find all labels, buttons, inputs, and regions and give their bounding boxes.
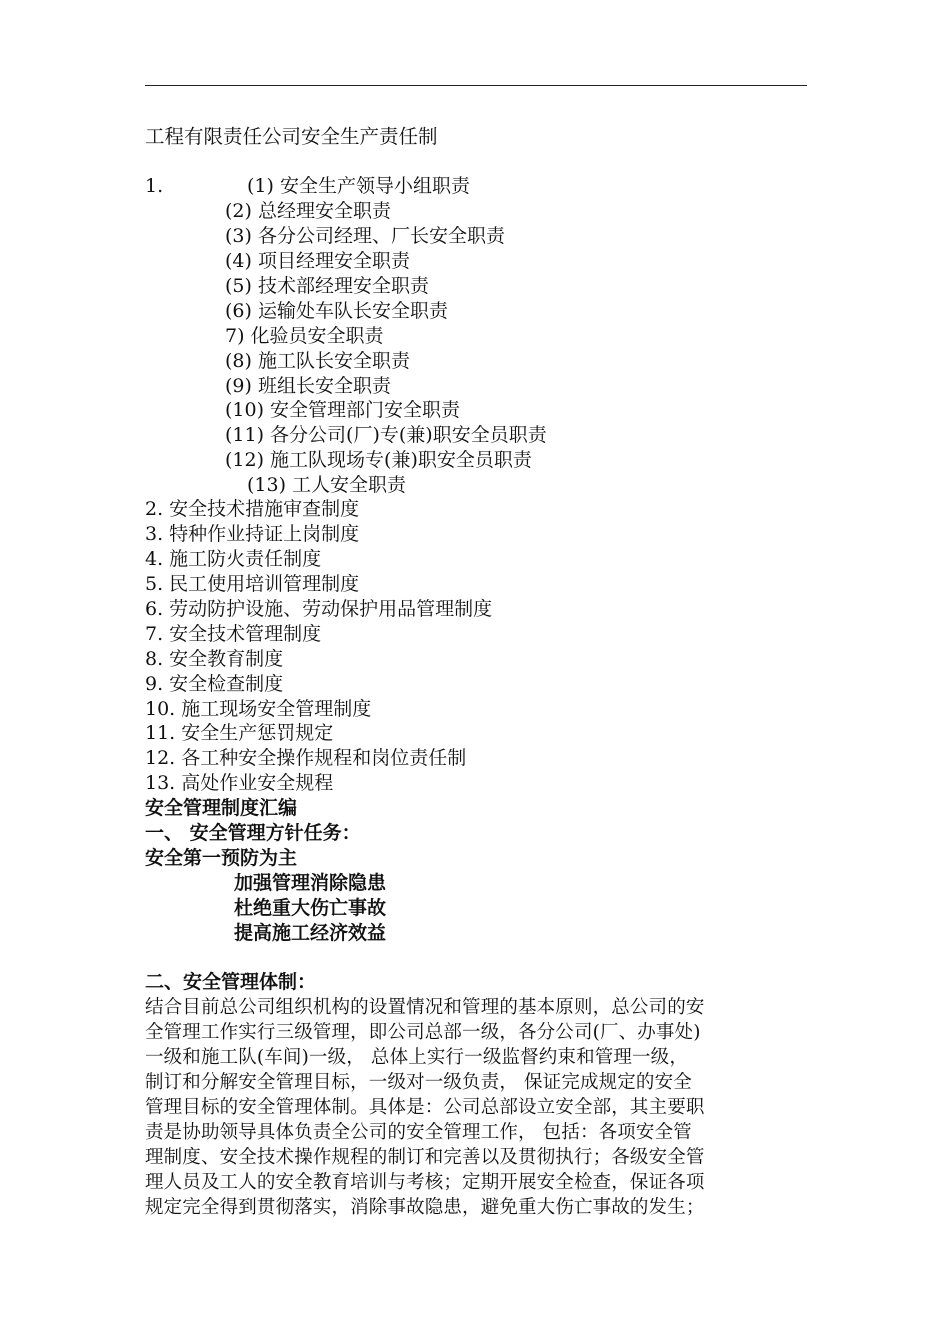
sub-item-10: (10) 安全管理部门安全职责 — [225, 399, 461, 421]
paragraph-line-3: 一级和施工队(车间)一级， 总体上实行一级监督约束和管理一级， — [145, 1047, 688, 1068]
list-item-4: 4. 施工防火责任制度 — [145, 548, 322, 570]
heading-1: 一、 安全管理方针任务： — [145, 822, 361, 844]
heading-2: 二、安全管理体制： — [145, 971, 317, 993]
list-item-3: 3. 特种作业持证上岗制度 — [145, 523, 360, 545]
sub-item-9: (9) 班组长安全职责 — [225, 375, 391, 397]
list-item-12: 12. 各工种安全操作规程和岗位责任制 — [145, 747, 467, 769]
sub-item-12: (12) 施工队现场专(兼)职安全员职责 — [225, 449, 532, 471]
sub-item-13: (13) 工人安全职责 — [247, 474, 407, 496]
policy-item-1: 加强管理消除隐患 — [234, 872, 387, 894]
paragraph-line-6: 责是协助领导具体负责全公司的安全管理工作， 包括：各项安全管 — [145, 1122, 692, 1143]
list-item-9: 9. 安全检查制度 — [145, 673, 284, 695]
sub-item-1: (1) 安全生产领导小组职责 — [247, 175, 470, 197]
paragraph-line-7: 理制度、安全技术操作规程的制订和完善以及贯彻执行；各级安全管 — [145, 1147, 705, 1168]
policy-item-3: 提高施工经济效益 — [234, 922, 387, 944]
paragraph-line-9: 规定完全得到贯彻落实，消除事故隐患，避免重大伤亡事故的发生； — [145, 1197, 705, 1218]
list-item-2: 2. 安全技术措施审查制度 — [145, 498, 360, 520]
sub-item-2: (2) 总经理安全职责 — [225, 200, 391, 222]
policy-main: 安全第一预防为主 — [145, 847, 298, 869]
paragraph-line-8: 理人员及工人的安全教育培训与考核；定期开展安全检查，保证各项 — [145, 1172, 705, 1193]
list-item-11: 11. 安全生产惩罚规定 — [145, 722, 334, 744]
list-item-5: 5. 民工使用培训管理制度 — [145, 573, 360, 595]
paragraph-line-5: 管理目标的安全管理体制。具体是：公司总部设立安全部，其主要职 — [145, 1097, 705, 1118]
sub-item-8: (8) 施工队长安全职责 — [225, 350, 410, 372]
list-item-8: 8. 安全教育制度 — [145, 648, 284, 670]
sub-item-6: (6) 运输处车队长安全职责 — [225, 300, 448, 322]
section-title: 安全管理制度汇编 — [145, 797, 298, 819]
paragraph-line-1: 结合目前总公司组织机构的设置情况和管理的基本原则，总公司的安 — [145, 997, 705, 1018]
sub-item-11: (11) 各分公司(厂)专(兼)职安全员职责 — [225, 424, 547, 446]
list-item-10: 10. 施工现场安全管理制度 — [145, 698, 372, 720]
paragraph-line-4: 制订和分解安全管理目标，一级对一级负责， 保证完成规定的安全 — [145, 1072, 692, 1093]
sub-item-7: 7) 化验员安全职责 — [225, 325, 384, 347]
list-number-1: 1. — [145, 175, 164, 197]
paragraph-line-2: 全管理工作实行三级管理，即公司总部一级，各分公司(厂、办事处) — [145, 1022, 701, 1043]
list-item-13: 13. 高处作业安全规程 — [145, 772, 334, 794]
list-item-7: 7. 安全技术管理制度 — [145, 623, 322, 645]
header-rule — [145, 85, 807, 86]
sub-item-3: (3) 各分公司经理、厂长安全职责 — [225, 225, 505, 247]
document-title: 工程有限责任公司安全生产责任制 — [145, 125, 438, 148]
sub-item-5: (5) 技术部经理安全职责 — [225, 275, 429, 297]
list-item-6: 6. 劳动防护设施、劳动保护用品管理制度 — [145, 598, 493, 620]
sub-item-4: (4) 项目经理安全职责 — [225, 250, 410, 272]
policy-item-2: 杜绝重大伤亡事故 — [234, 897, 387, 919]
